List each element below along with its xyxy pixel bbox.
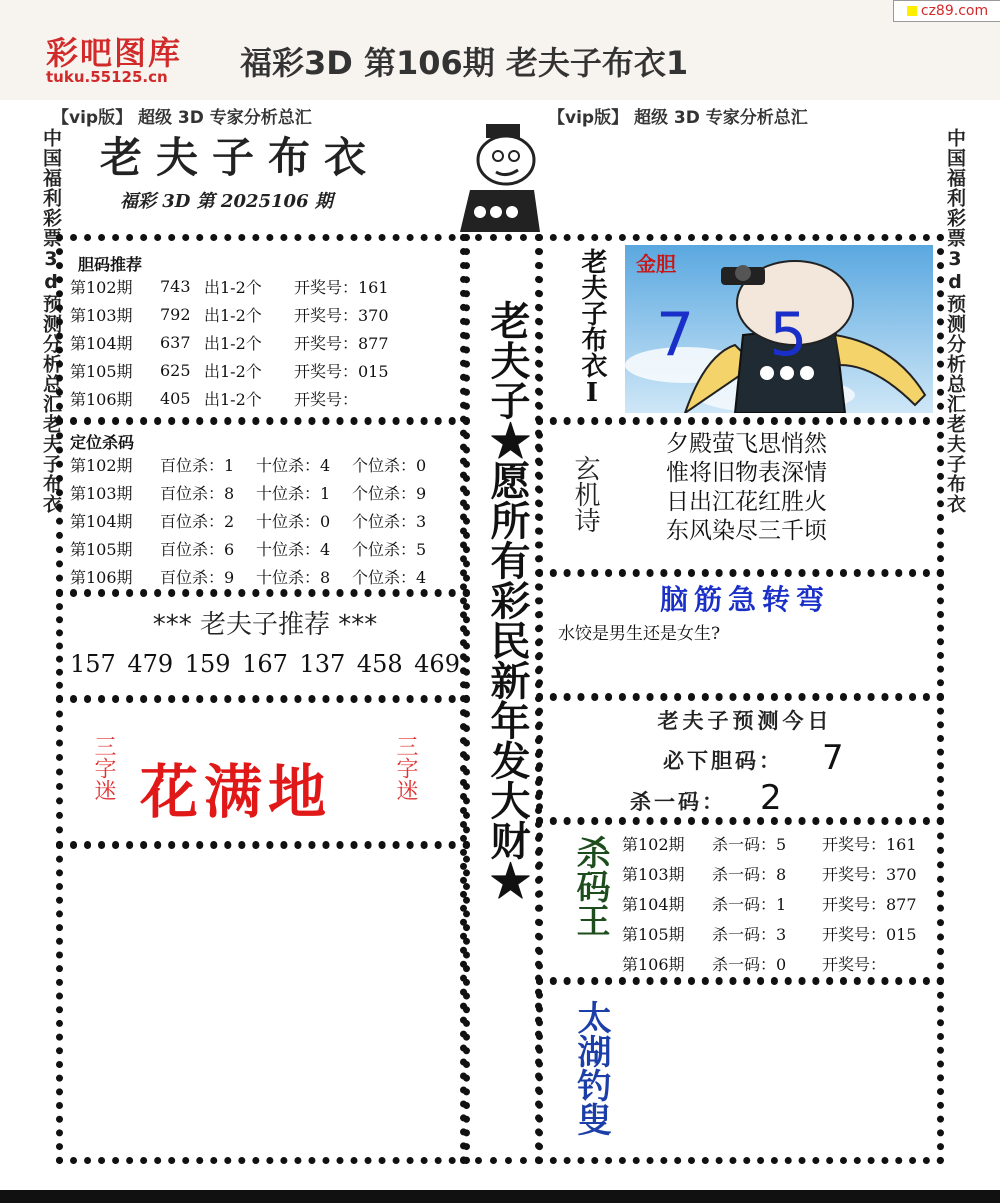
- vip-banner-left: 【vip版】 超级 3D 专家分析总汇: [52, 108, 312, 128]
- riddle-label-right: 三字迷: [393, 735, 418, 801]
- right-top-label: 老夫子布衣I: [577, 248, 607, 408]
- corner-badge-text: cz89.com: [920, 3, 989, 19]
- poem-line: 惟将旧物表深情: [666, 460, 827, 486]
- riddle-label-left: 三字迷: [91, 735, 116, 801]
- table-row: 第106期 百位杀：9 十位杀：8 个位杀：4: [70, 567, 427, 587]
- poster-issue: 福彩 3D 第 2025106 期: [120, 191, 333, 212]
- recommend-number: 159: [184, 650, 231, 678]
- recommend-title: *** 老夫子推荐 ***: [152, 610, 378, 640]
- poem-line: 夕殿萤飞思悄然: [666, 431, 827, 457]
- site-url-link[interactable]: tuku.55125.cn: [46, 68, 168, 86]
- vip-banner-right: 【vip版】 超级 3D 专家分析总汇: [548, 108, 808, 128]
- table-row: 第106期 杀一码：0 开奖号：: [622, 954, 887, 974]
- blank-box: [56, 842, 470, 1164]
- position-kill-table: [70, 450, 426, 590]
- table-row: 第104期 637 出1-2个 开奖号：877: [70, 332, 389, 353]
- bottom-border: [0, 1190, 1000, 1203]
- recommend-number: 137: [299, 650, 346, 678]
- recommend-number: 157: [70, 650, 116, 678]
- table-row: 第105期 杀一码：3 开奖号：015: [622, 924, 917, 944]
- recommend-numbers: [70, 650, 460, 678]
- golden-dan-digits: 7 5: [656, 300, 836, 370]
- recommend-number: 479: [127, 650, 174, 678]
- poster-title: 老夫子布衣: [100, 133, 381, 182]
- cartoon-figure-icon: [440, 120, 540, 232]
- recommend-number: 167: [242, 650, 288, 678]
- table-row: 第104期 百位杀：2 十位杀：0 个位杀：3: [70, 511, 427, 531]
- table-row: 第105期 百位杀：6 十位杀：4 个位杀：5: [70, 539, 427, 559]
- table-row: 第102期 百位杀：1 十位杀：4 个位杀：0: [70, 455, 427, 475]
- table-row: 第105期 625 出1-2个 开奖号：015: [70, 360, 389, 381]
- table-row: 第106期 405 出1-2个 开奖号：: [70, 388, 359, 409]
- prediction-dan-label: 必下胆码：: [663, 749, 783, 773]
- poem-line: 日出江花红胜火: [666, 489, 827, 515]
- taihu-label: 太湖钓叟: [571, 1000, 611, 1136]
- side-strip-left: 中国福利彩票3d预测分析总汇老夫子布衣: [40, 128, 62, 514]
- poem-label: 玄机诗: [570, 455, 600, 533]
- table-row: 第103期 792 出1-2个 开奖号：370: [70, 304, 389, 325]
- prediction-kill-label: 杀一码：: [630, 790, 726, 814]
- site-logo[interactable]: 彩吧图库: [46, 34, 183, 72]
- corner-site-badge[interactable]: [893, 0, 1000, 22]
- poem-text: [666, 430, 827, 546]
- kill-king-label: 杀码王: [570, 835, 610, 937]
- table-row: 第102期 743 出1-2个 开奖号：161: [70, 276, 389, 297]
- table-row: 第102期 杀一码：5 开奖号：161: [622, 834, 917, 854]
- side-strip-right: 中国福利彩票3d预测分析总汇老夫子布衣: [944, 128, 966, 514]
- prediction-dan-value: 7: [822, 738, 844, 778]
- danma-table: [70, 272, 389, 412]
- riddle-answer: 花满地: [140, 758, 333, 826]
- golden-dan-badge: 金胆: [636, 252, 676, 276]
- danma-label: 胆码推荐: [78, 255, 143, 274]
- brain-teaser-question: 水饺是男生还是女生?: [558, 624, 721, 644]
- brain-teaser-title: 脑筋急转弯: [659, 583, 830, 616]
- poem-line: 东风染尽三千顷: [666, 518, 827, 544]
- badge-dot-icon: [907, 6, 917, 16]
- recommend-number: 469: [414, 650, 460, 678]
- center-slogan: 老夫子★愿所有彩民新年发大财★: [484, 300, 531, 900]
- prediction-kill-value: 2: [760, 778, 782, 818]
- prediction-title: 老夫子预测今日: [657, 709, 833, 733]
- page-title: 福彩3D 第106期 老夫子布衣1: [240, 44, 689, 82]
- table-row: 第104期 杀一码：1 开奖号：877: [622, 894, 917, 914]
- position-kill-label: 定位杀码: [70, 433, 135, 452]
- table-row: 第103期 杀一码：8 开奖号：370: [622, 864, 917, 884]
- kill-king-table: [622, 828, 917, 978]
- recommend-number: 458: [356, 650, 403, 678]
- table-row: 第103期 百位杀：8 十位杀：1 个位杀：9: [70, 483, 427, 503]
